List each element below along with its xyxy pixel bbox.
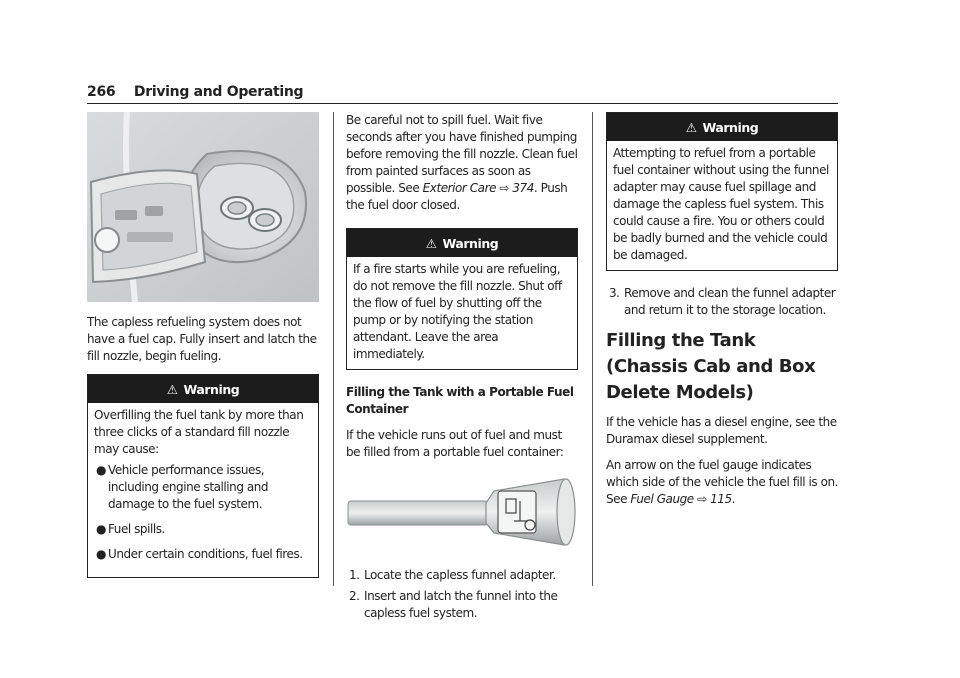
step-item bbox=[606, 285, 838, 319]
bullet-icon: ● bbox=[96, 463, 107, 477]
section-title: Driving and Operating bbox=[133, 84, 304, 100]
exterior-care-link[interactable]: Exterior Care bbox=[422, 181, 496, 195]
steps-list bbox=[606, 285, 838, 319]
warning-box bbox=[87, 374, 319, 578]
page-ref-number[interactable]: 115 bbox=[710, 492, 732, 506]
warning-header bbox=[347, 229, 577, 257]
column-divider bbox=[592, 112, 593, 586]
spill-paragraph bbox=[346, 112, 578, 214]
warning-title: Warning bbox=[702, 120, 759, 135]
warning-body bbox=[607, 141, 837, 270]
warning-icon: ⚠ bbox=[166, 382, 178, 397]
diesel-paragraph: If the vehicle has a diesel engine, see the Duramax diesel supplement. bbox=[606, 415, 837, 446]
step-number: 3. bbox=[609, 286, 620, 300]
bullet-item bbox=[94, 521, 312, 538]
step-number: 2. bbox=[349, 589, 360, 603]
page-ref-arrow-icon: ⇨ bbox=[697, 492, 707, 506]
step-text: Insert and latch the funnel into the capless fuel system. bbox=[364, 589, 558, 620]
column-1 bbox=[87, 112, 319, 588]
warning-title: Warning bbox=[183, 382, 240, 397]
bullet-icon: ● bbox=[96, 547, 107, 561]
bullet-icon: ● bbox=[96, 522, 107, 536]
step-item bbox=[346, 588, 578, 622]
paragraph-text: . Push the fuel door closed. bbox=[346, 181, 568, 212]
bullet-text: Under certain conditions, fuel fires. bbox=[108, 547, 303, 561]
header-rule bbox=[87, 103, 838, 104]
column-3 bbox=[606, 112, 838, 517]
fuel-gauge-link[interactable]: Fuel Gauge bbox=[630, 492, 694, 506]
portable-container-paragraph: If the vehicle runs out of fuel and must be filled from a portable fuel container: bbox=[346, 428, 564, 459]
section-heading: Filling the Tank (Chassis Cab and Box Delete Models) bbox=[606, 330, 816, 403]
step-text: Locate the capless funnel adapter. bbox=[364, 568, 556, 582]
page-header bbox=[87, 84, 837, 104]
warning-header bbox=[88, 375, 318, 403]
paragraph-text: Be careful not to spill fuel. Wait five seconds after you have finished pumping before removing the fill nozzle. Clean fuel from painted surfaces as soon as possible. See bbox=[346, 113, 578, 195]
page-ref-arrow-icon: ⇨ bbox=[499, 181, 509, 195]
subheading: Filling the Tank with a Portable Fuel Container bbox=[346, 385, 574, 416]
warning-body bbox=[88, 403, 318, 577]
warning-box bbox=[346, 228, 578, 370]
warning-box bbox=[606, 112, 838, 271]
page-number: 266 bbox=[87, 84, 116, 100]
step-text: Remove and clean the funnel adapter and return it to the storage location. bbox=[624, 286, 836, 317]
warning-icon: ⚠ bbox=[685, 120, 697, 135]
warning-text: Overfilling the fuel tank by more than three clicks of a standard fill nozzle may cause: bbox=[94, 408, 304, 456]
column-2 bbox=[346, 112, 578, 631]
warning-text: If a fire starts while you are refueling, do not remove the fill nozzle. Shut off the flow of fuel by shutting off the pump or by notifying the station attendant. Leave the area immediately. bbox=[353, 262, 562, 361]
column-divider bbox=[333, 112, 334, 586]
step-number: 1. bbox=[349, 568, 360, 582]
intro-paragraph: The capless refueling system does not have a fuel cap. Fully insert and latch the fill nozzle, begin fueling. bbox=[87, 315, 317, 363]
paragraph-text: An arrow on the fuel gauge indicates which side of the vehicle the fuel fill is on. See bbox=[606, 458, 838, 506]
bullet-text: Vehicle performance issues, including engine stalling and damage to the fuel system. bbox=[108, 463, 269, 511]
warning-icon: ⚠ bbox=[425, 236, 437, 251]
warning-text: Attempting to refuel from a portable fuel container without using the funnel adapter may cause fuel spillage and damage the capless fuel system. This could cause a fire. You or others could be badly burned and the vehicle could be damaged. bbox=[613, 146, 829, 262]
warning-title: Warning bbox=[442, 236, 499, 251]
fuel-door-illustration bbox=[87, 112, 319, 302]
step-item bbox=[346, 567, 578, 584]
page-ref-number[interactable]: 374 bbox=[512, 181, 534, 195]
warning-header bbox=[607, 113, 837, 141]
bullet-item bbox=[94, 462, 312, 513]
paragraph-text: . bbox=[731, 492, 736, 506]
fuel-gauge-paragraph bbox=[606, 457, 838, 508]
steps-list bbox=[346, 567, 578, 622]
warning-bullet-list bbox=[94, 462, 312, 563]
funnel-adapter-illustration bbox=[346, 471, 578, 553]
bullet-item bbox=[94, 546, 312, 563]
bullet-text: Fuel spills. bbox=[108, 522, 165, 536]
warning-body bbox=[347, 257, 577, 369]
